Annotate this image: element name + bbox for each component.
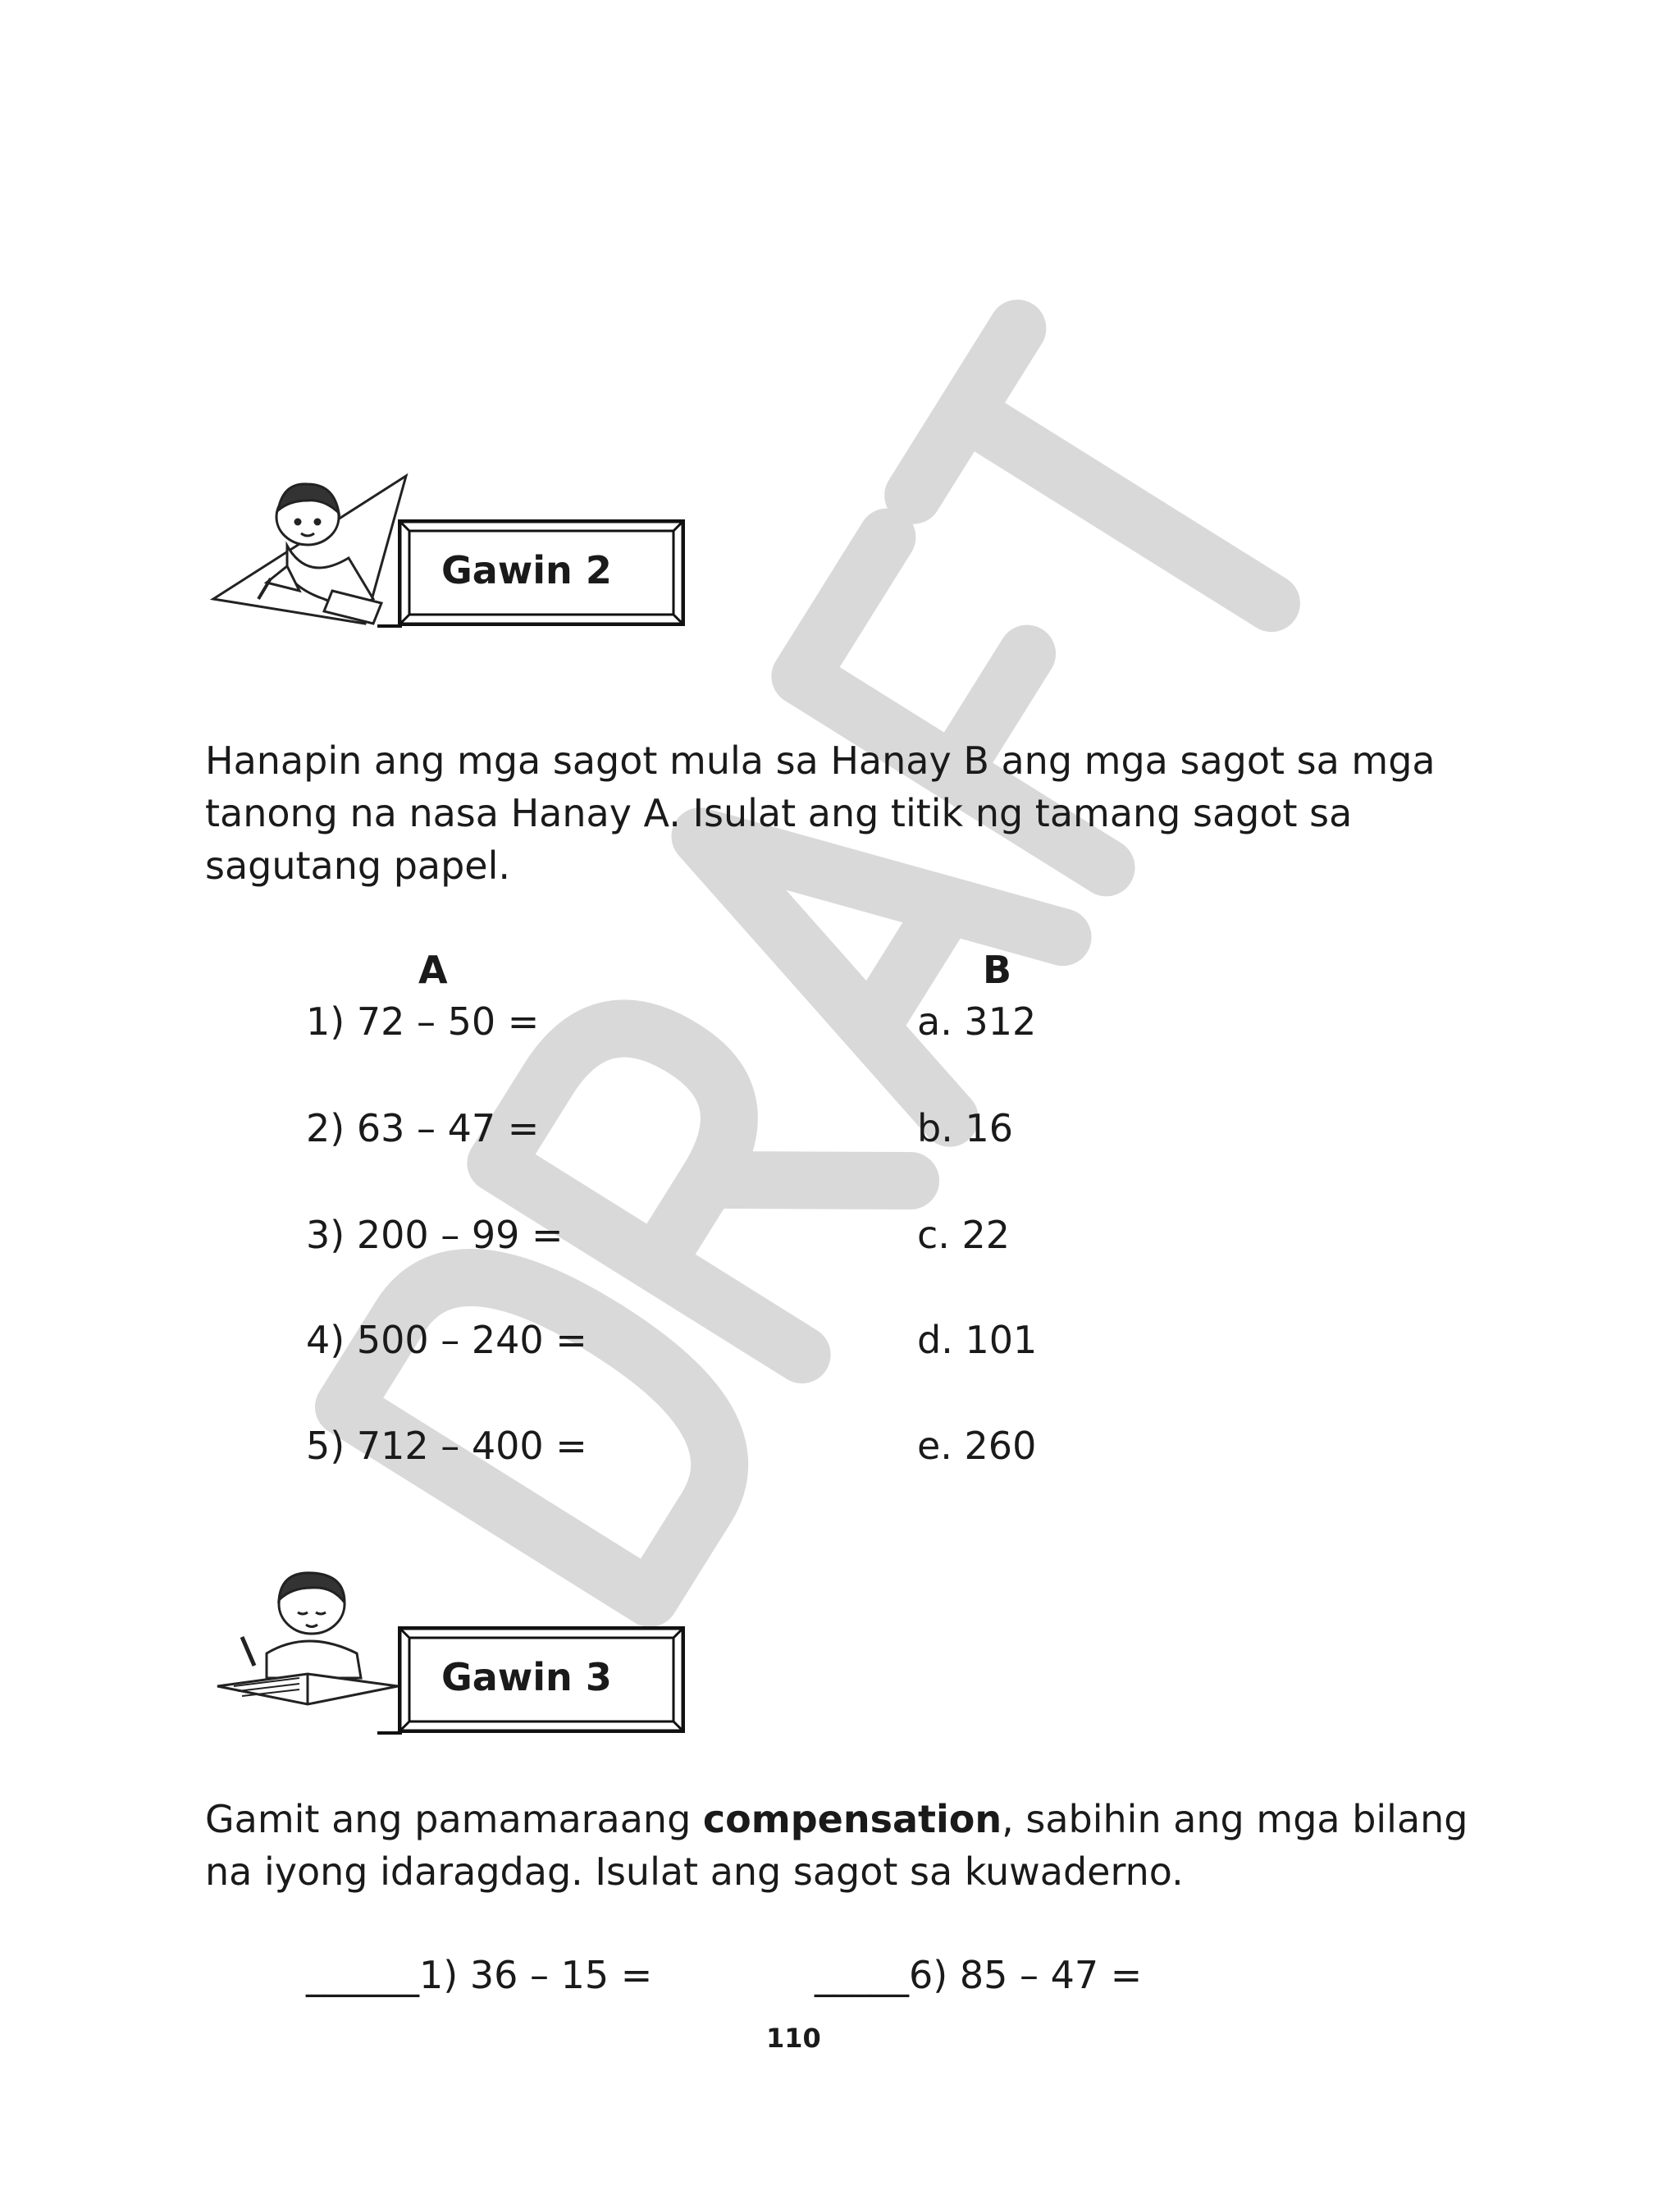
girl-drawing-icon [209, 468, 414, 640]
gawin-2-title: Gawin 2 [441, 548, 612, 592]
column-a-item-5: 5) 712 – 400 = [306, 1424, 587, 1468]
gawin-2-instructions-line-3: sagutang papel. [205, 844, 510, 888]
column-a-header: A [418, 948, 448, 992]
column-b-header: B [983, 948, 1012, 992]
title-underline [377, 1731, 402, 1735]
column-b-item-b: b. 16 [917, 1106, 1013, 1150]
column-b-item-e: e. 260 [917, 1424, 1037, 1468]
gawin-2-instructions-line-1: Hanapin ang mga sagot mula sa Hanay B ang mga sagot sa mga [205, 738, 1436, 783]
gawin-3-instructions-line-2: na iyong idaragdag. Isulat ang sagot sa kuwaderno. [205, 1849, 1184, 1894]
column-b-item-c: c. 22 [917, 1213, 1011, 1257]
compensation-term: compensation [702, 1797, 1002, 1841]
title-underline [377, 624, 402, 628]
gawin-3-item-1: ______1) 36 – 15 = [306, 1953, 653, 1997]
gawin-2-instructions-line-2: tanong na nasa Hanay A. Isulat ang titik ng tamang sagot sa [205, 791, 1353, 835]
boy-writing-icon [209, 1563, 406, 1711]
column-a-item-3: 3) 200 – 99 = [306, 1213, 564, 1257]
gawin-3-instructions-line-1: Gamit ang pamamaraang compensation, sabihin ang mga bilang [205, 1797, 1468, 1841]
column-a-item-2: 2) 63 – 47 = [306, 1106, 540, 1150]
gawin-3-title: Gawin 3 [441, 1655, 612, 1699]
column-a-item-1: 1) 72 – 50 = [306, 999, 540, 1044]
column-a-item-4: 4) 500 – 240 = [306, 1318, 587, 1362]
column-b-item-a: a. 312 [917, 999, 1037, 1044]
gawin-3-item-6: _____6) 85 – 47 = [815, 1953, 1143, 1997]
column-b-item-d: d. 101 [917, 1318, 1038, 1362]
page-number: 110 [766, 2023, 821, 2054]
